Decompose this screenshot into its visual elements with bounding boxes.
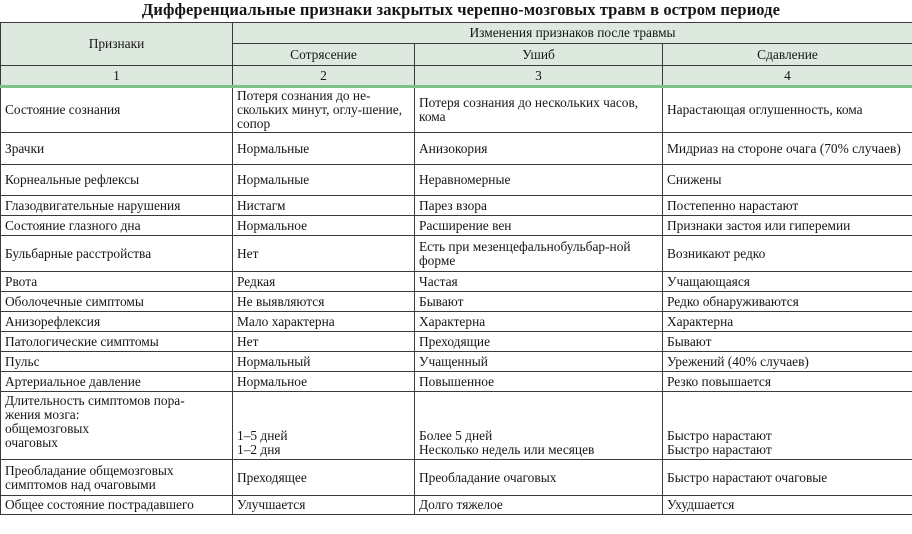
contusion-cell — [415, 392, 663, 460]
concussion-cell: Нормальное — [233, 216, 415, 236]
table-row — [1, 236, 912, 272]
concussion-cell: Преходящее — [233, 460, 415, 496]
sign-cell: Патологические симптомы — [1, 332, 233, 352]
cell-line: очаговых — [5, 435, 58, 450]
compression-cell: Признаки застоя или гиперемии — [663, 216, 912, 236]
concussion-cell: Нормальное — [233, 372, 415, 392]
concussion-cell: Нормальные — [233, 133, 415, 165]
contusion-cell: Есть при мезенцефальнобульбар-ной форме — [415, 236, 663, 272]
contusion-cell: Бывают — [415, 292, 663, 312]
sign-cell — [1, 392, 233, 460]
page-title: Дифференциальные признаки закрытых черепно-мозговых травм в остром периоде — [141, 0, 781, 19]
compression-cell: Урежений (40% случаев) — [663, 352, 912, 372]
cell-line: Более 5 дней — [419, 428, 493, 443]
sign-cell: Состояние глазного дна — [1, 216, 233, 236]
sign-cell: Артериальное давление — [1, 372, 233, 392]
table-row — [1, 332, 912, 352]
table-row — [1, 165, 912, 196]
contusion-cell: Парез взора — [415, 196, 663, 216]
contusion-cell: Долго тяжелое — [415, 496, 663, 515]
table-row — [1, 312, 912, 332]
compression-cell: Ухудшается — [663, 496, 912, 515]
compression-cell: Постепенно нарастают — [663, 196, 912, 216]
contusion-cell: Потеря сознания до нескольких часов, кома — [415, 87, 663, 133]
sign-cell: Оболочечные симптомы — [1, 292, 233, 312]
compression-cell: Резко повышается — [663, 372, 912, 392]
cell-line: 1–5 дней — [237, 428, 288, 443]
table-row — [1, 352, 912, 372]
table-row — [1, 87, 912, 133]
compression-cell — [663, 392, 912, 460]
contusion-cell: Неравномерные — [415, 165, 663, 196]
compression-cell: Редко обнаруживаются — [663, 292, 912, 312]
compression-cell: Мидриаз на стороне очага (70% случаев) — [663, 133, 912, 165]
differential-signs-table — [0, 22, 912, 515]
cell-line: Быстро нарастают — [667, 428, 772, 443]
column-number-2: 2 — [233, 66, 415, 87]
concussion-cell: Нормальный — [233, 352, 415, 372]
table-row — [1, 272, 912, 292]
table-row — [1, 460, 912, 496]
concussion-cell: Нормальные — [233, 165, 415, 196]
table-row — [1, 496, 912, 515]
compression-cell: Возникают редко — [663, 236, 912, 272]
column-number-1: 1 — [1, 66, 233, 87]
cell-line: Несколько недель или месяцев — [419, 442, 595, 457]
compression-cell: Бывают — [663, 332, 912, 352]
cell-line: жения мозга: — [5, 407, 80, 422]
compression-cell: Быстро нарастают очаговые — [663, 460, 912, 496]
compression-cell: Нарастающая оглушенность, кома — [663, 87, 912, 133]
cell-line: 1–2 дня — [237, 442, 281, 457]
concussion-cell: Нет — [233, 236, 415, 272]
table-row — [1, 292, 912, 312]
concussion-cell: Не выявляются — [233, 292, 415, 312]
contusion-cell: Учащенный — [415, 352, 663, 372]
header-concussion: Сотрясение — [233, 44, 415, 66]
cell-line: общемозговых — [5, 421, 90, 436]
cell-line: Длительность симптомов пора- — [5, 393, 185, 408]
contusion-cell: Преобладание очаговых — [415, 460, 663, 496]
contusion-cell: Повышенное — [415, 372, 663, 392]
table-row — [1, 216, 912, 236]
cell-line: Быстро нарастают — [667, 442, 772, 457]
sign-cell: Корнеальные рефлексы — [1, 165, 233, 196]
sign-cell: Общее состояние пострадавшего — [1, 496, 233, 515]
compression-cell: Учащающаяся — [663, 272, 912, 292]
concussion-cell: Нет — [233, 332, 415, 352]
table-row — [1, 196, 912, 216]
concussion-cell: Нистагм — [233, 196, 415, 216]
concussion-cell: Потеря сознания до не-скольких минут, оглу-шение, сопор — [233, 87, 415, 133]
concussion-cell: Редкая — [233, 272, 415, 292]
compression-cell: Снижены — [663, 165, 912, 196]
header-signs: Признаки — [1, 23, 233, 66]
header-contusion: Ушиб — [415, 44, 663, 66]
compression-cell: Характерна — [663, 312, 912, 332]
contusion-cell: Расширение вен — [415, 216, 663, 236]
contusion-cell: Характерна — [415, 312, 663, 332]
sign-cell: Глазодвигательные нарушения — [1, 196, 233, 216]
column-number-3: 3 — [415, 66, 663, 87]
contusion-cell: Частая — [415, 272, 663, 292]
sign-cell: Состояние сознания — [1, 87, 233, 133]
concussion-cell: Улучшается — [233, 496, 415, 515]
sign-cell: Рвота — [1, 272, 233, 292]
header-compression: Сдавление — [663, 44, 912, 66]
sign-cell: Бульбарные расстройства — [1, 236, 233, 272]
contusion-cell: Анизокория — [415, 133, 663, 165]
concussion-cell: Мало характерна — [233, 312, 415, 332]
concussion-cell — [233, 392, 415, 460]
sign-cell: Пульс — [1, 352, 233, 372]
header-changes: Изменения признаков после травмы — [233, 23, 912, 44]
table-row — [1, 133, 912, 165]
table-row-duration — [1, 392, 912, 460]
sign-cell: Анизорефлексия — [1, 312, 233, 332]
table-row — [1, 372, 912, 392]
sign-cell: Зрачки — [1, 133, 233, 165]
contusion-cell: Преходящие — [415, 332, 663, 352]
sign-cell: Преобладание общемозговых симптомов над очаговыми — [1, 460, 233, 496]
column-number-4: 4 — [663, 66, 912, 87]
